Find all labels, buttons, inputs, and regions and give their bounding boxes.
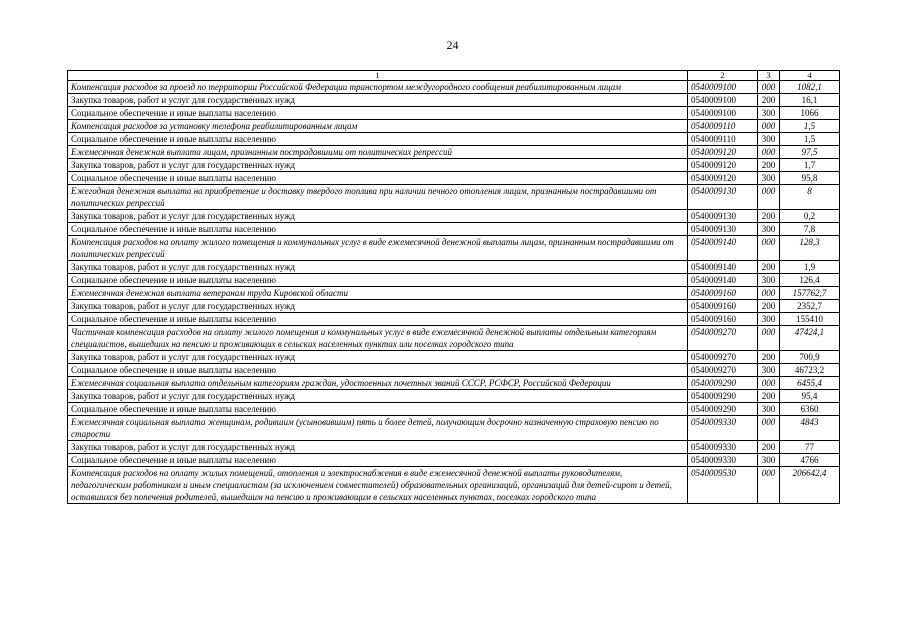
row-code-cell: 0540009270	[688, 351, 758, 364]
row-code-cell: 0540009290	[688, 390, 758, 403]
table-row	[68, 107, 840, 120]
row-name-cell: Компенсация расходов за проезд по территории Российской Федерации транспортом междугородного сообщения реабилитированным лицам	[68, 81, 688, 94]
row-amount-cell: 1066	[780, 107, 840, 120]
row-amount-cell: 2352,7	[780, 300, 840, 313]
table-row	[68, 261, 840, 274]
row-type-cell: 000	[758, 236, 780, 261]
table-row	[68, 223, 840, 236]
column-header-amount: 4	[780, 71, 840, 81]
row-amount-cell: 46723,2	[780, 364, 840, 377]
row-name-cell: Закупка товаров, работ и услуг для государственных нужд	[68, 441, 688, 454]
table-row	[68, 300, 840, 313]
table-row	[68, 403, 840, 416]
table-row	[68, 364, 840, 377]
row-code-cell: 0540009160	[688, 313, 758, 326]
row-type-cell: 200	[758, 390, 780, 403]
table-header-row	[68, 71, 840, 81]
row-type-cell: 300	[758, 223, 780, 236]
table-row	[68, 390, 840, 403]
table-row	[68, 94, 840, 107]
budget-table	[67, 70, 840, 504]
row-code-cell: 0540009330	[688, 441, 758, 454]
row-type-cell: 300	[758, 454, 780, 467]
row-amount-cell: 1,7	[780, 159, 840, 172]
row-amount-cell: 16,1	[780, 94, 840, 107]
row-name-cell: Ежемесячная денежная выплата ветеранам труда Кировской области	[68, 287, 688, 300]
row-code-cell: 0540009160	[688, 300, 758, 313]
column-header-name: 1	[68, 71, 688, 81]
row-code-cell: 0540009290	[688, 377, 758, 390]
row-type-cell: 200	[758, 441, 780, 454]
table-row	[68, 313, 840, 326]
row-name-cell: Социальное обеспечение и иные выплаты населению	[68, 107, 688, 120]
row-name-cell: Закупка товаров, работ и услуг для государственных нужд	[68, 300, 688, 313]
row-amount-cell: 95,8	[780, 172, 840, 185]
row-code-cell: 0540009270	[688, 326, 758, 351]
table-row	[68, 146, 840, 159]
row-name-cell: Ежемесячная денежная выплата лицам, признанным пострадавшими от политических репрессий	[68, 146, 688, 159]
table-row	[68, 210, 840, 223]
row-amount-cell: 155410	[780, 313, 840, 326]
row-code-cell: 0540009160	[688, 287, 758, 300]
row-name-cell: Закупка товаров, работ и услуг для государственных нужд	[68, 351, 688, 364]
row-name-cell: Социальное обеспечение и иные выплаты населению	[68, 133, 688, 146]
row-code-cell: 0540009530	[688, 467, 758, 504]
row-type-cell: 300	[758, 172, 780, 185]
row-amount-cell: 7,8	[780, 223, 840, 236]
row-name-cell: Социальное обеспечение и иные выплаты населению	[68, 364, 688, 377]
row-amount-cell: 206642,4	[780, 467, 840, 504]
row-type-cell: 000	[758, 416, 780, 441]
row-name-cell: Ежегодная денежная выплата на приобретение и доставку твердого топлива при наличии печного отопления лицам, признанным пострадавшими от политических репрессий	[68, 185, 688, 210]
row-code-cell: 0540009130	[688, 210, 758, 223]
table-row	[68, 133, 840, 146]
row-code-cell: 0540009140	[688, 236, 758, 261]
row-type-cell: 200	[758, 210, 780, 223]
row-code-cell: 0540009130	[688, 223, 758, 236]
row-code-cell: 0540009120	[688, 146, 758, 159]
row-type-cell: 000	[758, 287, 780, 300]
table-row	[68, 185, 840, 210]
table-row	[68, 159, 840, 172]
row-type-cell: 300	[758, 133, 780, 146]
row-name-cell: Закупка товаров, работ и услуг для государственных нужд	[68, 390, 688, 403]
row-code-cell: 0540009330	[688, 416, 758, 441]
row-name-cell: Социальное обеспечение и иные выплаты населению	[68, 274, 688, 287]
table-row	[68, 454, 840, 467]
row-amount-cell: 126,4	[780, 274, 840, 287]
row-code-cell: 0540009130	[688, 185, 758, 210]
row-type-cell: 300	[758, 107, 780, 120]
row-name-cell: Социальное обеспечение и иные выплаты населению	[68, 223, 688, 236]
row-code-cell: 0540009100	[688, 94, 758, 107]
row-type-cell: 200	[758, 159, 780, 172]
row-amount-cell: 1,9	[780, 261, 840, 274]
table-row	[68, 326, 840, 351]
row-name-cell: Частичная компенсация расходов на оплату жилого помещения и коммунальных услуг в виде ежемесячной денежной выплаты отдельным категориям специалистов, вышедших на пенсию и проживающих в сельских населенных пунктах или поселках городского типа	[68, 326, 688, 351]
row-type-cell: 200	[758, 351, 780, 364]
row-amount-cell: 95,4	[780, 390, 840, 403]
row-amount-cell: 4843	[780, 416, 840, 441]
row-type-cell: 200	[758, 261, 780, 274]
row-name-cell: Социальное обеспечение и иные выплаты населению	[68, 172, 688, 185]
row-code-cell: 0540009110	[688, 133, 758, 146]
row-amount-cell: 1,5	[780, 120, 840, 133]
row-name-cell: Компенсация расходов за установку телефона реабилитированным лицам	[68, 120, 688, 133]
table-row	[68, 120, 840, 133]
page-number: 24	[446, 38, 459, 52]
row-code-cell: 0540009120	[688, 159, 758, 172]
row-code-cell: 0540009140	[688, 274, 758, 287]
table-row	[68, 172, 840, 185]
row-name-cell: Компенсация расходов на оплату жилого помещения и коммунальных услуг в виде ежемесячной денежной выплаты лицам, признанным пострадавшими от политических репрессий	[68, 236, 688, 261]
row-type-cell: 300	[758, 313, 780, 326]
row-name-cell: Закупка товаров, работ и услуг для государственных нужд	[68, 94, 688, 107]
row-type-cell: 300	[758, 403, 780, 416]
row-name-cell: Социальное обеспечение и иные выплаты населению	[68, 313, 688, 326]
table-row	[68, 351, 840, 364]
row-amount-cell: 157762,7	[780, 287, 840, 300]
row-amount-cell: 6455,4	[780, 377, 840, 390]
row-amount-cell: 6360	[780, 403, 840, 416]
row-name-cell: Закупка товаров, работ и услуг для государственных нужд	[68, 261, 688, 274]
table-row	[68, 287, 840, 300]
row-type-cell: 000	[758, 185, 780, 210]
row-type-cell: 000	[758, 467, 780, 504]
table-row	[68, 274, 840, 287]
column-header-code: 2	[688, 71, 758, 81]
row-amount-cell: 700,9	[780, 351, 840, 364]
row-name-cell: Социальное обеспечение и иные выплаты населению	[68, 403, 688, 416]
row-code-cell: 0540009110	[688, 120, 758, 133]
row-type-cell: 000	[758, 326, 780, 351]
row-type-cell: 000	[758, 120, 780, 133]
row-amount-cell: 1,5	[780, 133, 840, 146]
row-amount-cell: 8	[780, 185, 840, 210]
column-header-type: 3	[758, 71, 780, 81]
row-code-cell: 0540009140	[688, 261, 758, 274]
row-amount-cell: 77	[780, 441, 840, 454]
table-row	[68, 236, 840, 261]
row-type-cell: 000	[758, 377, 780, 390]
row-code-cell: 0540009100	[688, 107, 758, 120]
row-name-cell: Ежемесячная социальная выплата женщинам, родившим (усыновившим) пять и более детей, получающим досрочно назначенную страховую пенсию по старости	[68, 416, 688, 441]
row-type-cell: 000	[758, 81, 780, 94]
row-amount-cell: 128,3	[780, 236, 840, 261]
row-type-cell: 200	[758, 300, 780, 313]
row-code-cell: 0540009120	[688, 172, 758, 185]
row-amount-cell: 97,5	[780, 146, 840, 159]
row-type-cell: 300	[758, 364, 780, 377]
table-row	[68, 81, 840, 94]
row-type-cell: 000	[758, 146, 780, 159]
row-type-cell: 300	[758, 274, 780, 287]
table-row	[68, 416, 840, 441]
row-name-cell: Закупка товаров, работ и услуг для государственных нужд	[68, 159, 688, 172]
row-amount-cell: 4766	[780, 454, 840, 467]
row-name-cell: Компенсация расходов на оплату жилых помещений, отопления и электроснабжения в виде ежемесячной денежной выплаты руководителям, педагогическим работникам и иным специалистам (за исключением совместителей) образовательных организаций, организаций для детей-сирот и детей, оставшихся без попечения родителей, вышедшим на пенсию и проживающим в сельских населенных пунктах, поселках городского типа	[68, 467, 688, 504]
row-amount-cell: 0,2	[780, 210, 840, 223]
row-amount-cell: 1082,1	[780, 81, 840, 94]
row-name-cell: Ежемесячная социальная выплата отдельным категориям граждан, удостоенных почетных званий СССР, РСФСР, Российской Федерации	[68, 377, 688, 390]
table-row	[68, 377, 840, 390]
table-row	[68, 441, 840, 454]
row-type-cell: 200	[758, 94, 780, 107]
row-name-cell: Закупка товаров, работ и услуг для государственных нужд	[68, 210, 688, 223]
row-code-cell: 0540009270	[688, 364, 758, 377]
row-code-cell: 0540009330	[688, 454, 758, 467]
row-code-cell: 0540009290	[688, 403, 758, 416]
row-name-cell: Социальное обеспечение и иные выплаты населению	[68, 454, 688, 467]
table-row	[68, 467, 840, 504]
row-code-cell: 0540009100	[688, 81, 758, 94]
row-amount-cell: 47424,1	[780, 326, 840, 351]
